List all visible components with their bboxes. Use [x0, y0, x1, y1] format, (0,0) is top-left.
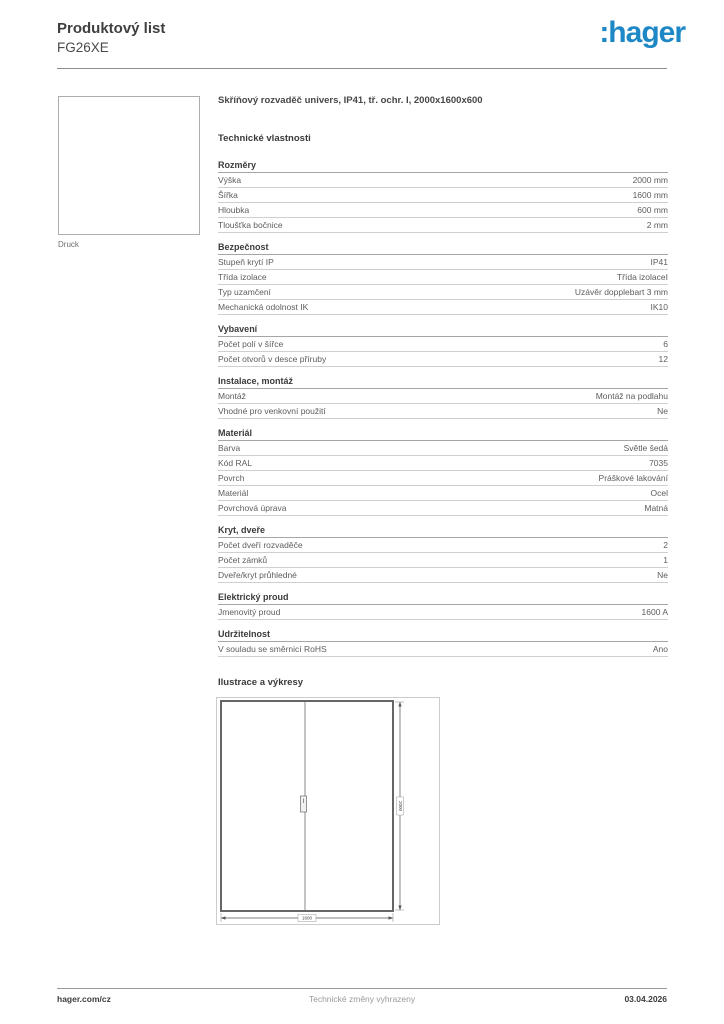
spec-section-title: Elektrický proud — [218, 592, 668, 605]
spec-label: Jmenovitý proud — [218, 607, 281, 617]
spec-section — [218, 592, 668, 620]
spec-row — [218, 456, 668, 471]
spec-section-title: Udržitelnost — [218, 629, 668, 642]
spec-value: Ocel — [650, 488, 668, 498]
spec-value: 12 — [658, 354, 668, 364]
spec-row — [218, 218, 668, 233]
spec-row — [218, 270, 668, 285]
footer-website-link[interactable]: hager.com/cz — [57, 994, 111, 1004]
spec-value: Matná — [644, 503, 668, 513]
spec-row — [218, 605, 668, 620]
spec-section — [218, 629, 668, 657]
product-title: Skříňový rozvaděč univers, IP41, tř. ochr. I, 2000x1600x600 — [218, 95, 483, 106]
spec-value: 1 — [663, 555, 668, 565]
image-caption: Druck — [58, 240, 79, 249]
spec-section — [218, 160, 668, 233]
spec-label: Kód RAL — [218, 458, 253, 468]
spec-section-title: Bezpečnost — [218, 242, 668, 255]
spec-row — [218, 173, 668, 188]
spec-value: Ne — [657, 570, 668, 580]
spec-label: Povrchová úprava — [218, 503, 287, 513]
cabinet-drawing — [216, 697, 440, 925]
product-code: FG26XE — [57, 40, 109, 55]
spec-label: Dveře/kryt průhledné — [218, 570, 297, 580]
spec-section — [218, 376, 668, 419]
spec-label: V souladu se směrnicí RoHS — [218, 644, 327, 654]
spec-section-title: Vybavení — [218, 324, 668, 337]
dim-height-label: 2000 — [397, 800, 403, 812]
spec-row — [218, 404, 668, 419]
spec-label: Počet zámků — [218, 555, 268, 565]
spec-row — [218, 501, 668, 516]
spec-label: Montáž — [218, 391, 246, 401]
spec-label: Povrch — [218, 473, 245, 483]
spec-row — [218, 188, 668, 203]
spec-label: Hloubka — [218, 205, 250, 215]
spec-label: Materiál — [218, 488, 249, 498]
footer-divider — [57, 988, 667, 989]
spec-section-title: Materiál — [218, 428, 668, 441]
spec-value: Třída izolaceI — [616, 272, 668, 282]
header-divider — [57, 68, 667, 69]
spec-value: Montáž na podlahu — [595, 391, 668, 401]
spec-label: Vhodné pro venkovní použití — [218, 406, 326, 416]
spec-section — [218, 525, 668, 583]
spec-sections — [218, 160, 668, 657]
spec-label: Počet otvorů v desce příruby — [218, 354, 327, 364]
spec-value: Práškové lakování — [598, 473, 668, 483]
footer-notice: Technické změny vyhrazeny — [308, 994, 416, 1004]
cabinet-outline — [221, 701, 393, 911]
spec-section-title: Kryt, dveře — [218, 525, 668, 538]
spec-section-title: Instalace, montáž — [218, 376, 668, 389]
spec-value: 6 — [663, 339, 668, 349]
spec-row — [218, 538, 668, 553]
spec-value: 1600 mm — [632, 190, 668, 200]
spec-label: Šířka — [218, 190, 238, 200]
spec-row — [218, 389, 668, 404]
spec-row — [218, 568, 668, 583]
spec-section — [218, 242, 668, 315]
spec-value: Ano — [652, 644, 668, 654]
spec-value: 2 — [663, 540, 668, 550]
spec-label: Počet polí v šířce — [218, 339, 284, 349]
tech-properties-heading: Technické vlastnosti — [218, 133, 311, 144]
spec-value: IP41 — [650, 257, 668, 267]
spec-row — [218, 486, 668, 501]
footer-date: 03.04.2026 — [624, 994, 667, 1004]
spec-row — [218, 642, 668, 657]
spec-value: 2000 mm — [632, 175, 668, 185]
spec-label: Počet dveří rozvaděče — [218, 540, 303, 550]
spec-section-title: Rozměry — [218, 160, 668, 173]
dim-width-label: 1600 — [301, 915, 313, 921]
spec-row — [218, 352, 668, 367]
spec-label: Mechanická odolnost IK — [218, 302, 309, 312]
spec-row — [218, 203, 668, 218]
spec-label: Typ uzamčení — [218, 287, 271, 297]
spec-row — [218, 337, 668, 352]
spec-value: Uzávěr dopplebart 3 mm — [574, 287, 668, 297]
spec-row — [218, 471, 668, 486]
lock-handle — [301, 796, 307, 812]
spec-label: Barva — [218, 443, 241, 453]
spec-value: Světle šedá — [623, 443, 668, 453]
spec-value: Ne — [657, 406, 668, 416]
spec-label: Stupeň krytí IP — [218, 257, 274, 267]
spec-row — [218, 553, 668, 568]
spec-row — [218, 441, 668, 456]
illustrations-heading: Ilustrace a výkresy — [218, 677, 304, 688]
document-title: Produktový list — [57, 20, 166, 37]
hager-logo: :hager — [599, 16, 685, 49]
spec-value: IK10 — [650, 302, 668, 312]
technical-drawing — [216, 697, 668, 930]
spec-value: 2 mm — [646, 220, 668, 230]
product-image-placeholder — [58, 96, 200, 235]
spec-value: 1600 A — [641, 607, 668, 617]
spec-column — [218, 95, 668, 930]
spec-label: Výška — [218, 175, 242, 185]
spec-label: Třída izolace — [218, 272, 267, 282]
spec-row — [218, 300, 668, 315]
spec-value: 600 mm — [637, 205, 668, 215]
spec-value: 7035 — [649, 458, 668, 468]
spec-row — [218, 285, 668, 300]
spec-section — [218, 324, 668, 367]
spec-label: Tloušťka bočnice — [218, 220, 283, 230]
spec-section — [218, 428, 668, 516]
spec-row — [218, 255, 668, 270]
